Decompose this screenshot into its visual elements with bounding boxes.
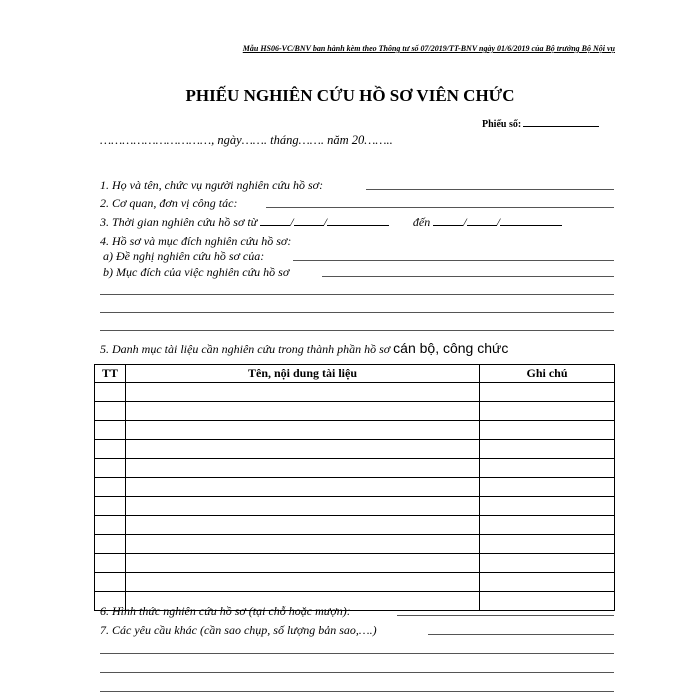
table-cell[interactable] (95, 497, 126, 516)
table-cell[interactable] (95, 554, 126, 573)
table-cell[interactable] (126, 402, 480, 421)
table-cell[interactable] (95, 573, 126, 592)
table-cell[interactable] (126, 573, 480, 592)
table-row (95, 459, 615, 478)
form-code-note: Mẫu HS06-VC/BNV ban hành kèm theo Thông tư số 07/2019/TT-BNV ngày 01/6/2019 của Bộ trưởng Bộ Nội vụ (242, 44, 615, 53)
table-row (95, 497, 615, 516)
field-5-label (100, 340, 508, 357)
field-4a-blank[interactable] (293, 260, 614, 261)
field-4b-label: b) Mục đích của việc nghiên cứu hồ sơ (103, 265, 290, 279)
table-cell[interactable] (480, 440, 615, 459)
table-cell[interactable] (480, 516, 615, 535)
field-5-text: 5. Danh mục tài liệu cần nghiên cứu trong thành phần hồ sơ (100, 342, 391, 356)
table-cell[interactable] (480, 402, 615, 421)
page-title: PHIẾU NGHIÊN CỨU HỒ SƠ VIÊN CHỨC (185, 86, 515, 105)
from-year-blank[interactable] (327, 215, 389, 226)
table-cell[interactable] (480, 478, 615, 497)
table-cell[interactable] (126, 421, 480, 440)
date-separator: / (463, 215, 467, 229)
table-cell[interactable] (95, 478, 126, 497)
table-cell[interactable] (126, 383, 480, 402)
table-cell[interactable] (480, 459, 615, 478)
field-2-blank[interactable] (266, 207, 614, 208)
table-cell[interactable] (95, 535, 126, 554)
table-row (95, 516, 615, 535)
date-line: …………………………, ngày……. tháng……. năm 20…….. (100, 133, 393, 147)
table-cell[interactable] (126, 440, 480, 459)
form-number-label: Phiếu số: (482, 119, 522, 130)
table-cell[interactable] (480, 383, 615, 402)
field-2-label: 2. Cơ quan, đơn vị công tác: (100, 196, 238, 210)
col-header-content: Tên, nội dung tài liệu (126, 365, 480, 383)
form-number-blank[interactable] (523, 117, 599, 127)
document-list-table (94, 364, 615, 611)
table-row (95, 554, 615, 573)
to-month-blank[interactable] (467, 215, 497, 226)
to-label: đến (412, 215, 431, 229)
field-1-label: 1. Họ và tên, chức vụ người nghiên cứu hồ sơ: (100, 178, 324, 192)
table-header-row (95, 365, 615, 383)
field-4-label: 4. Hồ sơ và mục đích nghiên cứu hồ sơ: (100, 234, 292, 248)
table-cell[interactable] (126, 516, 480, 535)
table-row (95, 573, 615, 592)
to-year-blank[interactable] (500, 215, 562, 226)
field-3-label (100, 215, 562, 230)
field-7-label: 7. Các yêu cầu khác (cần sao chụp, số lượng bản sao,….) (100, 623, 377, 637)
field-4b-blank[interactable] (322, 276, 614, 277)
col-header-tt: TT (95, 365, 126, 383)
table-cell[interactable] (480, 421, 615, 440)
table-row (95, 440, 615, 459)
table-cell[interactable] (480, 554, 615, 573)
date-separator: / (496, 215, 500, 229)
table-cell[interactable] (95, 402, 126, 421)
to-day-blank[interactable] (433, 215, 463, 226)
table-cell[interactable] (126, 459, 480, 478)
table-cell[interactable] (480, 573, 615, 592)
field-5-emphasis: cán bộ, công chức (393, 340, 509, 356)
field-4b-extra-line[interactable] (100, 312, 614, 313)
table-row (95, 421, 615, 440)
field-7-blank[interactable] (428, 634, 614, 635)
field-6-blank[interactable] (397, 615, 614, 616)
table-cell[interactable] (126, 478, 480, 497)
table-cell[interactable] (95, 383, 126, 402)
from-month-blank[interactable] (294, 215, 324, 226)
table-row (95, 402, 615, 421)
table-cell[interactable] (126, 554, 480, 573)
table-cell[interactable] (95, 440, 126, 459)
field-7-extra-line[interactable] (100, 691, 614, 692)
col-header-note: Ghi chú (480, 365, 615, 383)
table-cell[interactable] (480, 592, 615, 611)
date-separator: / (323, 215, 327, 229)
field-7-extra-line[interactable] (100, 653, 614, 654)
table-row (95, 478, 615, 497)
table-row (95, 383, 615, 402)
field-4b-extra-line[interactable] (100, 294, 614, 295)
field-7-extra-line[interactable] (100, 672, 614, 673)
field-1-blank[interactable] (366, 189, 614, 190)
table-cell[interactable] (95, 421, 126, 440)
field-4b-extra-line[interactable] (100, 330, 614, 331)
table-cell[interactable] (95, 459, 126, 478)
table-cell[interactable] (480, 535, 615, 554)
form-number (482, 117, 599, 130)
field-4a-label: a) Đề nghị nghiên cứu hồ sơ của: (103, 249, 265, 263)
table-cell[interactable] (480, 497, 615, 516)
date-separator: / (290, 215, 294, 229)
field-6-label: 6. Hình thức nghiên cứu hồ sơ (tại chỗ hoặc mượn): (100, 604, 351, 618)
table-cell[interactable] (95, 516, 126, 535)
table-row (95, 535, 615, 554)
field-3-text: 3. Thời gian nghiên cứu hồ sơ từ (100, 215, 258, 229)
table-cell[interactable] (126, 497, 480, 516)
from-day-blank[interactable] (260, 215, 290, 226)
table-cell[interactable] (126, 535, 480, 554)
